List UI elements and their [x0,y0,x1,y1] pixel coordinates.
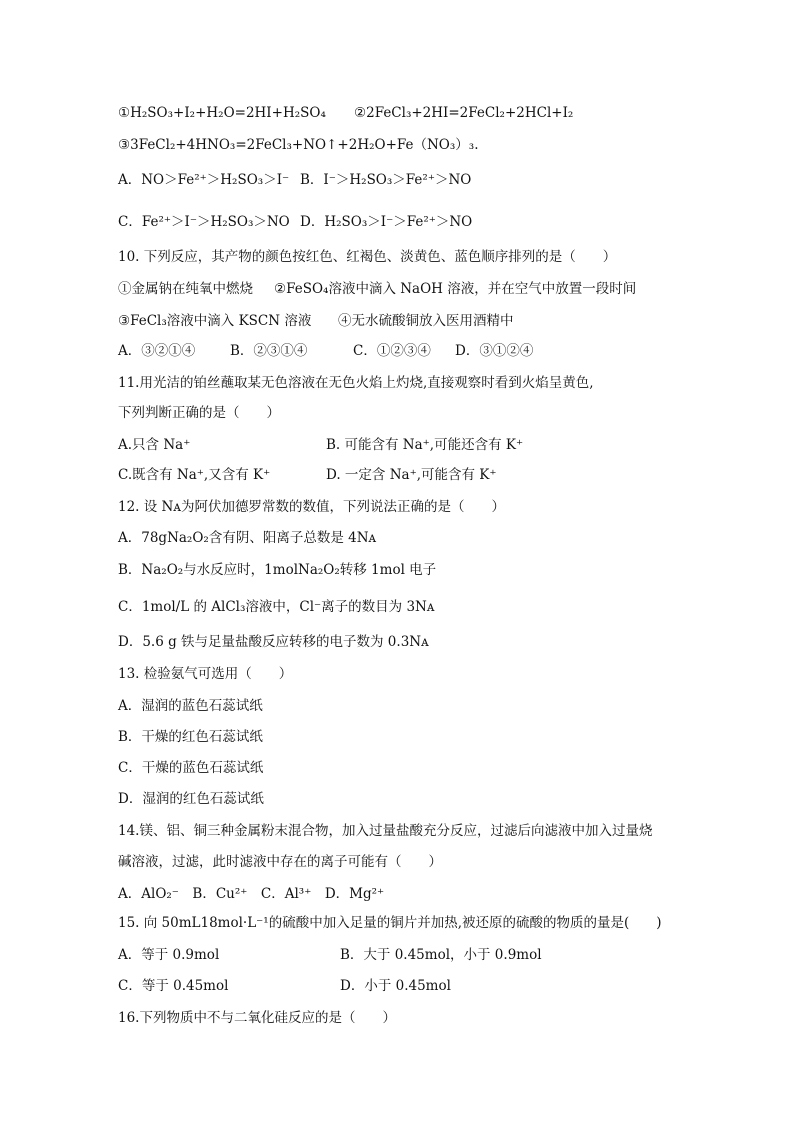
q15-options-ab [118,945,542,965]
q12-option-a: A．78gNa₂O₂含有阴、阳离子总数是 4Nᴀ [118,530,377,546]
q11-option-c: C.既含有 Na⁺,又含有 K⁺ [118,467,271,483]
q11-options-cd [118,465,497,485]
q9-options-cd [118,212,473,232]
q11-option-a: A.只含 Na⁺ [118,437,191,453]
q13-option-b: B．干燥的红色石蕊试纸 [118,729,263,745]
equation-1: ①H₂SO₃+I₂+H₂O=2HI+H₂SO₄ [118,105,326,121]
question-15: 15. 向 50mL18mol·L⁻¹的硫酸中加入足量的铜片并加热,被还原的硫酸的物质的量是( ) [118,915,662,931]
question-10: 10. 下列反应，其产物的颜色按红色、红褐色、淡黄色、蓝色顺序排列的是（ ） [118,249,617,265]
q15-options-cd [118,976,451,996]
q10-option-d: D．③①②④ [455,343,534,359]
q10-options [118,341,534,361]
q9-options-ab [118,170,472,190]
q9-option-c: C．Fe²⁺＞I⁻＞H₂SO₃＞NO [118,214,290,230]
q10-option-c: C．①②③④ [353,343,431,359]
q10-item-3: ③FeCl₃溶液中滴入 KSCN 溶液 [118,313,312,329]
q15-option-c: C．等于 0.45mol [118,978,229,994]
question-13: 13. 检验氨气可选用（ ） [118,666,293,682]
q10-item-2: ②FeSO₄溶液中滴入 NaOH 溶液，并在空气中放置一段时间 [274,281,637,297]
q10-items-34 [118,311,514,331]
q10-item-1: ①金属钠在纯氧中燃烧 [118,281,253,297]
question-14: 14.镁、铝、铜三种金属粉末混合物，加入过量盐酸充分反应，过滤后向滤液中加入过量烧 [118,823,653,839]
question-11: 11.用光洁的铂丝蘸取某无色溶液在无色火焰上灼烧,直接观察时看到火焰呈黄色, [118,375,594,391]
q12-option-c: C．1mol/L 的 AlCl₃溶液中，Cl⁻离子的数目为 3Nᴀ [118,599,435,615]
q13-option-d: D．湿润的红色石蕊试纸 [118,791,264,807]
q15-option-d: D．小于 0.45mol [340,978,451,994]
q10-option-b: B．②③①④ [230,343,308,359]
q15-option-b: B．大于 0.45mol，小于 0.9mol [340,947,542,963]
question-11-cont: 下列判断正确的是（ ） [118,405,280,421]
q11-option-d: D. 一定含 Na⁺,可能含有 K⁺ [326,467,497,483]
q11-options-ab [118,435,524,455]
q11-option-b: B. 可能含有 Na⁺,可能还含有 K⁺ [326,437,524,453]
equation-line-1 [118,103,574,123]
q12-option-b: B．Na₂O₂与水反应时，1molNa₂O₂转移 1mol 电子 [118,562,437,578]
question-14-cont: 碱溶液，过滤，此时滤液中存在的离子可能有（ ） [118,854,442,870]
q10-option-a: A．③②①④ [118,343,196,359]
q13-option-c: C．干燥的蓝色石蕊试纸 [118,760,264,776]
q14-options: A．AlO₂⁻ B．Cu²⁺ C．Al³⁺ D．Mg²⁺ [118,886,385,902]
q13-option-a: A．湿润的蓝色石蕊试纸 [118,698,263,714]
equation-2: ②2FeCl₃+2HI=2FeCl₂+2HCl+I₂ [354,105,574,121]
q15-option-a: A．等于 0.9mol [118,947,220,963]
q9-option-d: D．H₂SO₃＞I⁻＞Fe²⁺＞NO [300,214,473,230]
q10-items-12 [118,279,637,299]
q9-option-b: B．I⁻＞H₂SO₃＞Fe²⁺＞NO [300,172,472,188]
q12-option-d: D．5.6 g 铁与足量盐酸反应转移的电子数为 0.3Nᴀ [118,634,429,650]
q9-option-a: A．NO＞Fe²⁺＞H₂SO₃＞I⁻ [118,172,290,188]
question-12: 12. 设 Nᴀ为阿伏加德罗常数的数值，下列说法正确的是（ ） [118,499,505,515]
q10-item-4: ④无水硫酸铜放入医用酒精中 [338,313,514,329]
question-16: 16.下列物质中不与二氧化硅反应的是（ ） [118,1010,396,1026]
equation-line-3: ③3FeCl₂+4HNO₃=2FeCl₃+NO↑+2H₂O+Fe（NO₃）₃. [118,137,479,153]
